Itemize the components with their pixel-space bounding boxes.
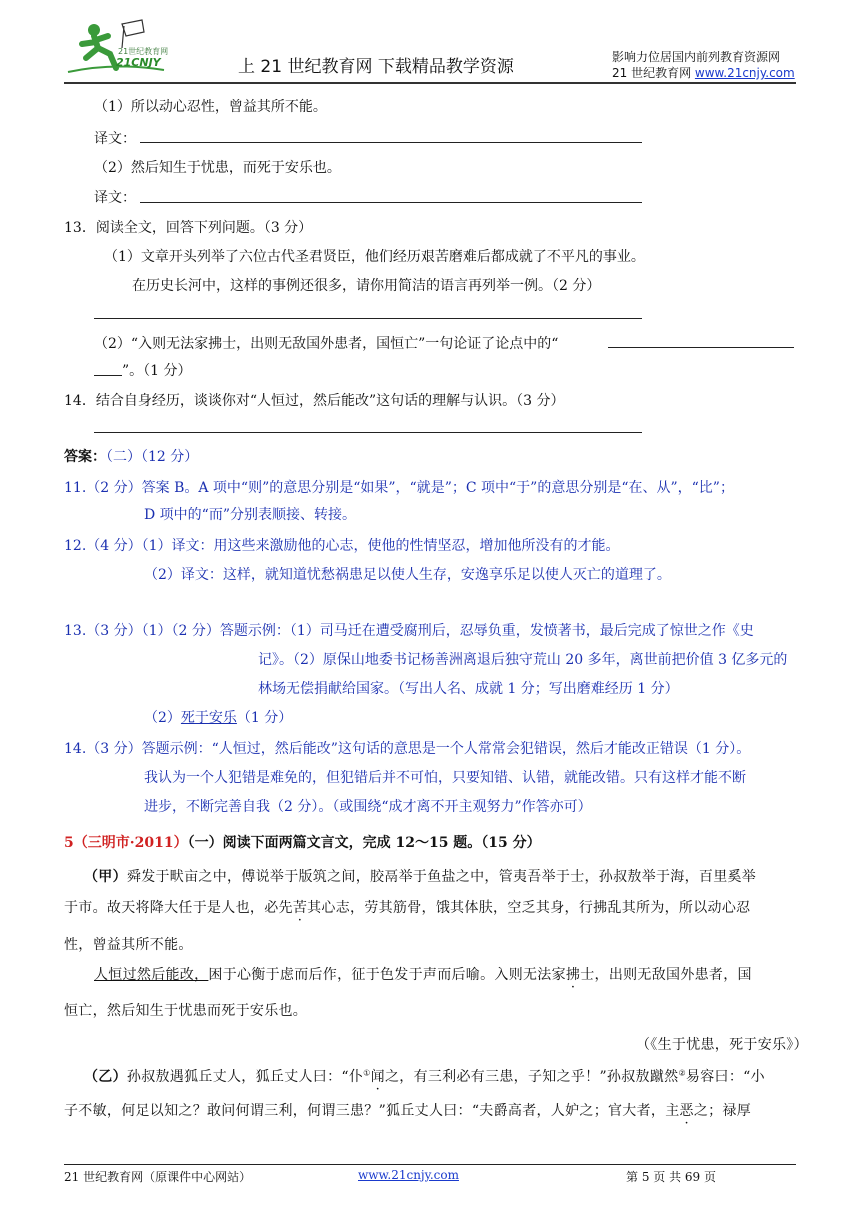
passage-jia-line2: 于市。故天将降大任于是人也，必先苦其心志，劳其筋骨，饿其体肤，空乏其身，行拂乱其所为，所以动心忍 [64, 900, 751, 916]
footer-left: 21 世纪教育网（原课件中心网站） [64, 1170, 252, 1184]
q13-title: 13．阅读全文，回答下列问题。（3 分） [64, 220, 313, 236]
answer-11-line2: D 项中的“而”分别表顺接、转接。 [144, 507, 356, 523]
q12-label-1: 译文： [94, 131, 136, 147]
passage-jia-line4: 人恒过然后能改，困于心衡于虑而后作，征于色发于声而后喻。入则无法家拂士，出则无敌国外患者，国 [94, 967, 752, 983]
footer-page-number: 第 5 页 共 69 页 [626, 1170, 716, 1184]
q12-item-2: （2）然后知生于忧患，而死于安乐也。 [94, 160, 341, 176]
q13-part1-line1: （1）文章开头列举了六位古代圣君贤臣，他们经历艰苦磨难后都成就了不平凡的事业。 [104, 249, 645, 265]
section-heading: 5（三明市·2011）（一）阅读下面两篇文言文，完成 12～15 题。（15 分） [64, 835, 541, 851]
q13-part2-line1: （2）“入则无法家拂士，出则无敌国外患者，国恒亡”一句论证了论点中的“ [94, 336, 559, 352]
answer-13-line1: 13.（3 分）（1）（2 分）答题示例：（1）司马迁在遭受腐刑后，忍辱负重，发愤著书，最后完成了惊世之作《史 [64, 623, 754, 639]
answer-heading: 答案：（二）（12 分） [64, 449, 199, 465]
answer-12-line1: 12.（4 分）（1）译文：用这些来激励他的心志，使他的性情坚忍，增加他所没有的才能。 [64, 538, 620, 554]
answer-blank[interactable] [608, 347, 794, 348]
logo-text: 21世纪教育网 [118, 47, 169, 56]
answer-blank[interactable] [94, 375, 122, 376]
passage-jia-line3: 性，曾益其所不能。 [64, 937, 193, 953]
answer-14-line3: 进步，不断完善自我（2 分）。（或围绕“成才离不开主观努力”作答亦可） [144, 799, 592, 815]
passage-jia-line5: 恒亡，然后知生于忧患而死于安乐也。 [64, 1003, 308, 1019]
passage-yi-line2: 子不敏，何足以知之？敢问何谓三利，何谓三患？”狐丘丈人曰：“夫爵高者，人妒之；官大者，主恶之；禄厚 [64, 1103, 752, 1119]
answer-line[interactable] [140, 202, 642, 203]
answer-12-line2: （2）译文：这样，就知道忧愁祸患足以使人生存，安逸享乐足以使人灭亡的道理了。 [144, 567, 671, 583]
answer-11-line1: 11.（2 分）答案 B。A 项中“则”的意思分别是“如果”，“就是”；C 项中“于”的意思分别是“在、从”，“比”； [64, 480, 734, 496]
logo-subtext: 21CNJY [116, 56, 161, 69]
q13-part2-line2: ”。（1 分） [122, 363, 192, 379]
answer-14-line1: 14.（3 分）答题示例：“人恒过，然后能改”这句话的意思是一个人常常会犯错误，然后才能改正错误（1 分）。 [64, 741, 751, 757]
answer-line[interactable] [94, 318, 642, 319]
q14-title: 14．结合自身经历，谈谈你对“人恒过，然后能改”这句话的理解与认识。（3 分） [64, 393, 565, 409]
header-right-site: 21 世纪教育网 www.21cnjy.com [612, 66, 795, 80]
passage-jia-line1: （甲）舜发于畎亩之中，傅说举于版筑之间，胶鬲举于鱼盐之中，管夷吾举于士，孙叔敖举于海，百里奚举 [84, 869, 757, 885]
q13-part1-line2: 在历史长河中，这样的事例还很多，请你用简洁的语言再列举一例。（2 分） [132, 278, 601, 294]
q12-label-2: 译文： [94, 190, 136, 206]
header-rule [64, 82, 796, 84]
answer-line[interactable] [140, 142, 642, 143]
answer-13-line2: 记》。（2）原保山地委书记杨善洲离退后独守荒山 20 多年，离世前把价值 3 亿多元的 [258, 652, 788, 668]
header-right-slogan: 影响力位居国内前列教育资源网 [612, 50, 781, 64]
header-site-link[interactable]: www.21cnjy.com [694, 66, 795, 80]
answer-13-part2: （2）死于安乐（1 分） [144, 710, 293, 726]
q12-item-1: （1）所以动心忍性，曾益其所不能。 [94, 99, 327, 115]
answer-line[interactable] [94, 432, 642, 433]
answer-13-line3: 林场无偿捐献给国家。（写出人名、成就 1 分；写出磨难经历 1 分） [258, 681, 679, 697]
answer-14-line2: 我认为一个人犯错是难免的，但犯错后并不可怕，只要知错、认错，就能改错。只有这样才能不断 [144, 770, 746, 786]
passage-yi-line1: （乙）孙叔敖遇狐丘丈人，狐丘丈人曰：“仆①闻之，有三利必有三患，子知之乎！”孙叔敖蹴然②易容曰：“小 [84, 1068, 765, 1085]
passage-source: （《生于忧患，死于安乐》） [636, 1037, 808, 1053]
footer-rule [64, 1164, 796, 1165]
footer-link[interactable]: www.21cnjy.com [358, 1168, 459, 1182]
header-center-title: 上 21 世纪教育网 下载精品教学资源 [238, 57, 514, 77]
